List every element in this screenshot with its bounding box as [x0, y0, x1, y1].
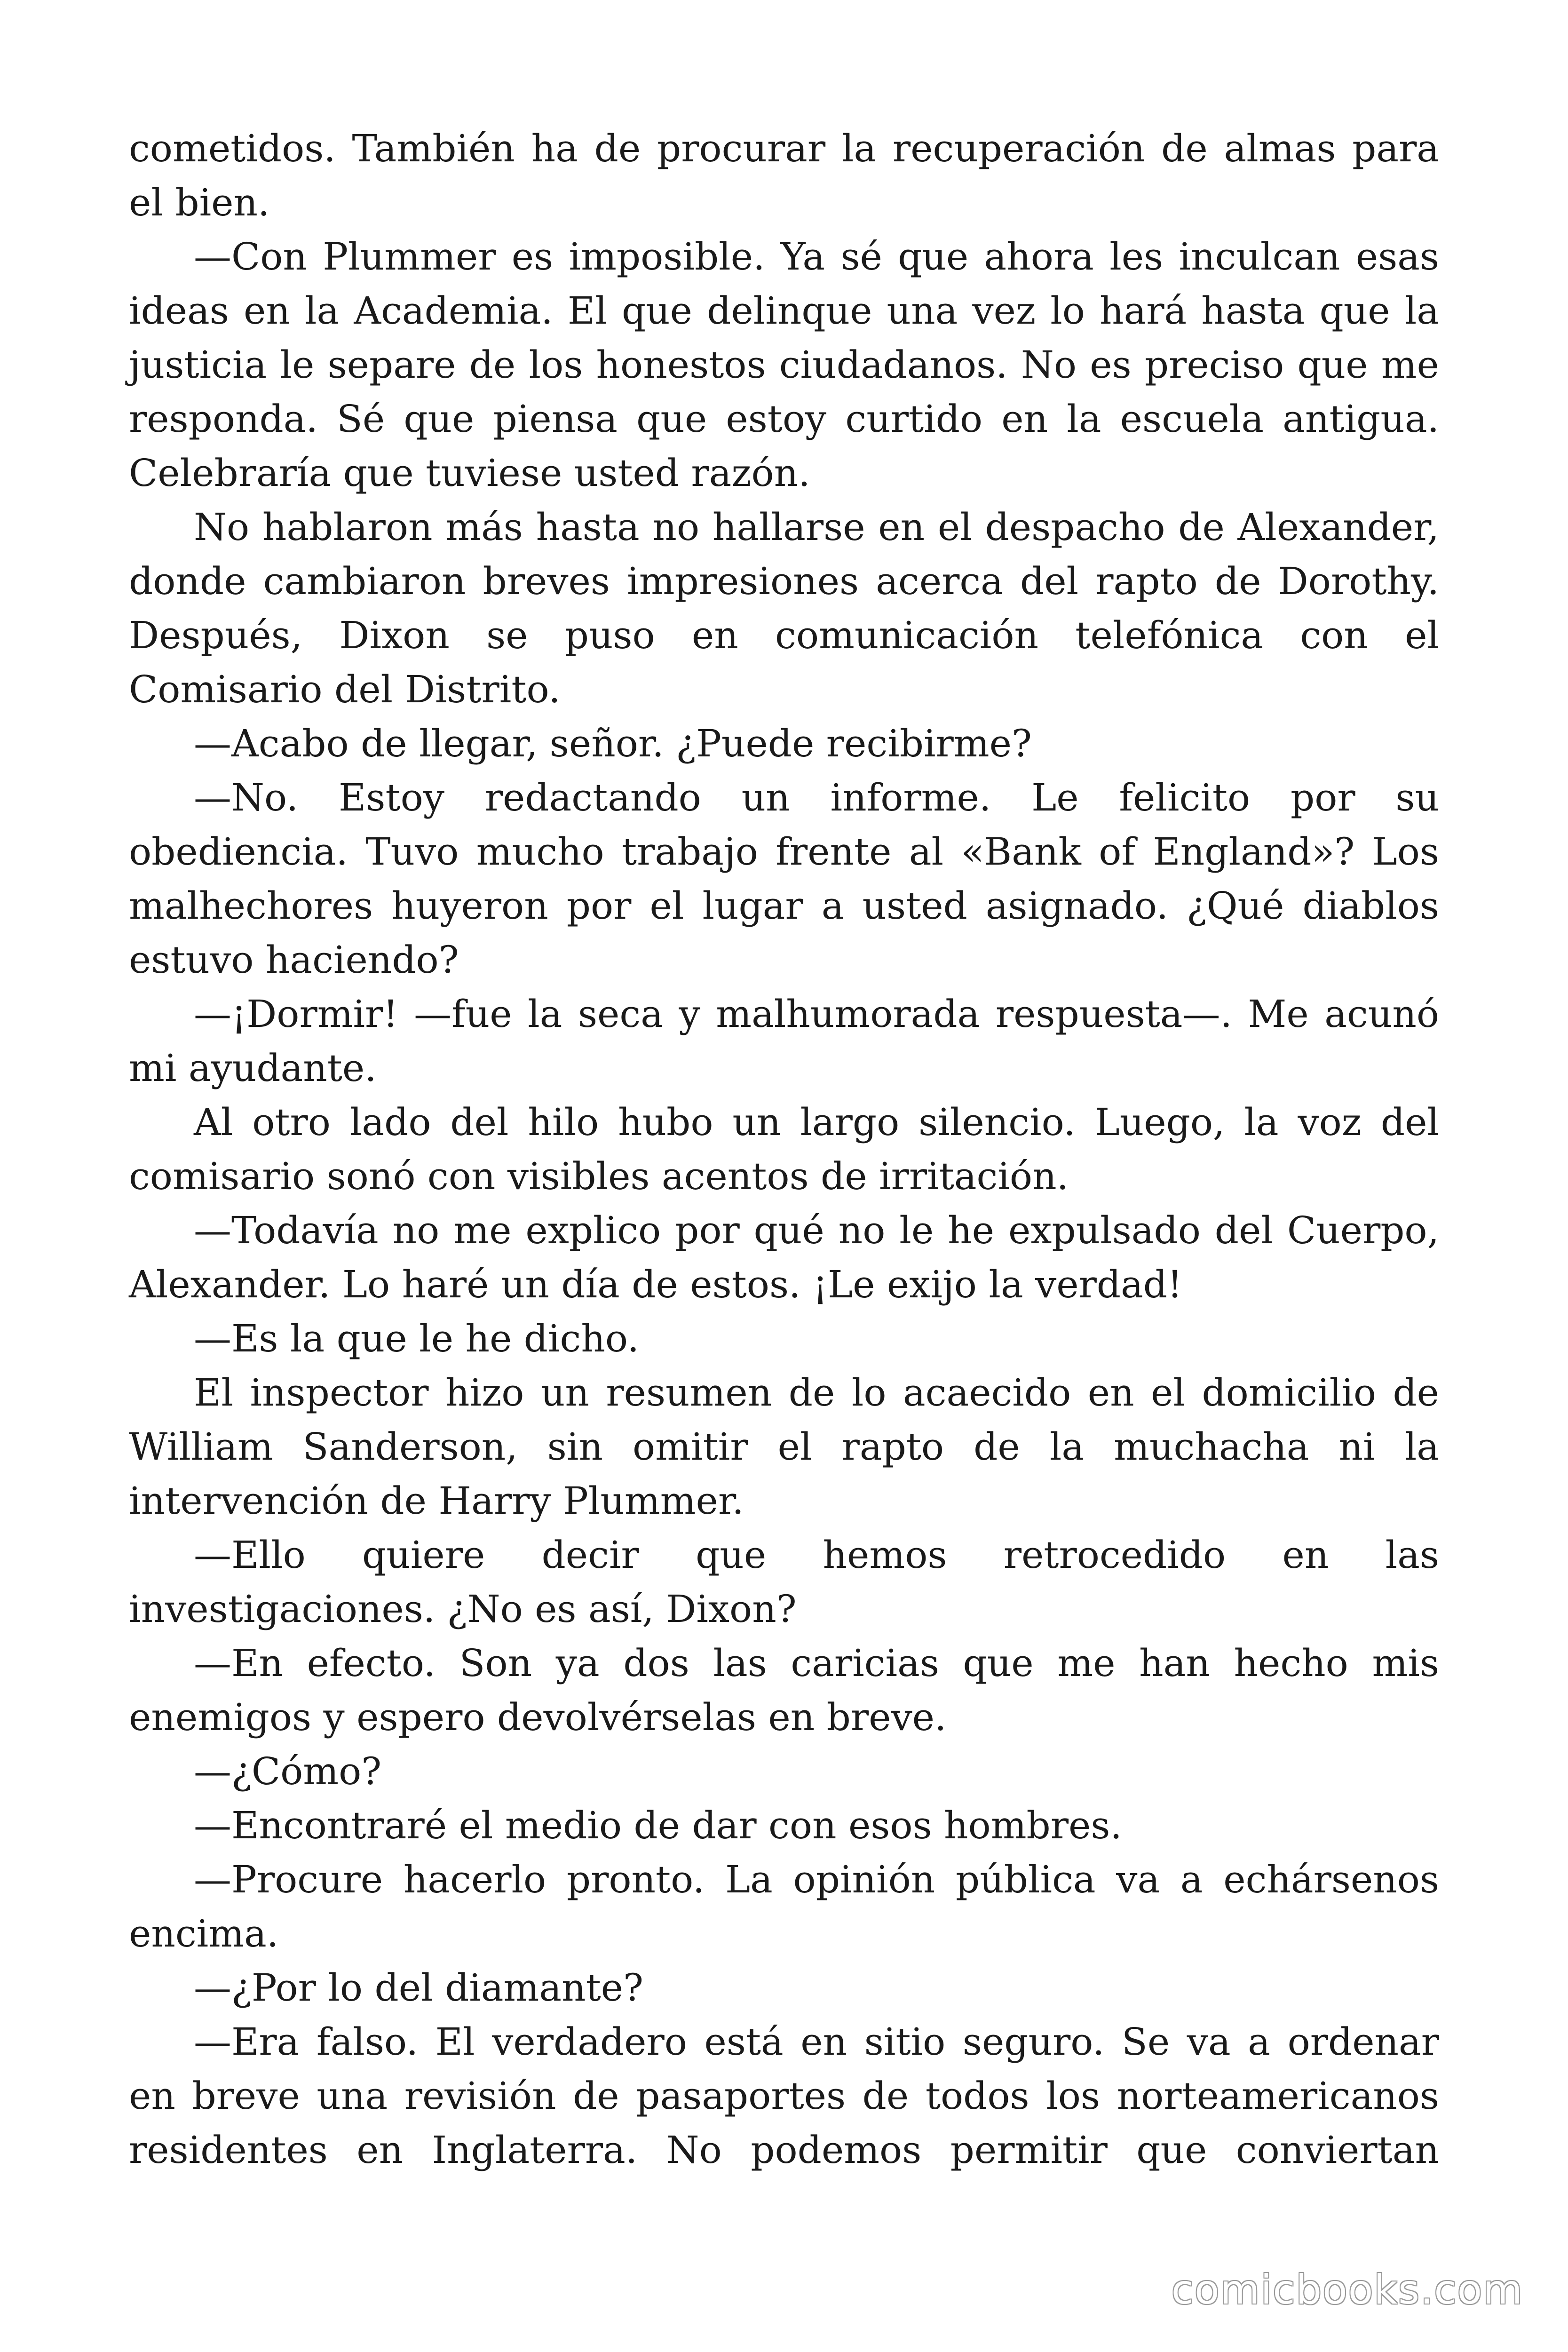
paragraph: Al otro lado del hilo hubo un largo silencio. Luego, la voz del comisario sonó con visibles acentos de irritación. — [129, 1100, 1439, 1198]
paragraph: —¡Dormir! —fue la seca y malhumorada respuesta—. Me acunó mi ayudante. — [129, 992, 1439, 1090]
paragraph: —¿Cómo? — [194, 1749, 382, 1793]
paragraph: El inspector hizo un resumen de lo acaecido en el domicilio de William Sanderson, sin omitir el rapto de la muchacha ni la intervención de Harry Plummer. — [129, 1371, 1439, 1523]
paragraph: —Con Plummer es imposible. Ya sé que ahora les inculcan esas ideas en la Academia. El que delinque una vez lo hará hasta que la justicia le separe de los honestos ciudadanos. No es preciso que me responda. Sé que piensa que estoy curtido en la escuela antigua. Celebraría que tuviese usted razón. — [129, 235, 1439, 495]
paragraph: —Acabo de llegar, señor. ¿Puede recibirme? — [194, 722, 1032, 765]
paragraph: —Ello quiere decir que hemos retrocedido en las investigaciones. ¿No es así, Dixon? — [129, 1533, 1439, 1631]
paragraph: —Procure hacerlo pronto. La opinión pública va a echársenos encima. — [129, 1858, 1439, 1955]
paragraph: cometidos. También ha de procurar la recuperación de almas para el bien. — [129, 127, 1439, 224]
watermark: comicbooks.com — [1171, 2266, 1523, 2313]
paragraph: —Encontraré el medio de dar con esos hombres. — [194, 1804, 1122, 1847]
paragraph: —Era falso. El verdadero está en sitio seguro. Se va a ordenar en breve una revisión de pasaportes de todos los norteamericanos residentes en Inglaterra. No podemos permitir que conviertan — [129, 2020, 1439, 2172]
paragraph: —En efecto. Son ya dos las caricias que me han hecho mis enemigos y espero devolvérselas en breve. — [129, 1641, 1439, 1739]
paragraph: —Todavía no me explico por qué no le he expulsado del Cuerpo, Alexander. Lo haré un día de estos. ¡Le exijo la verdad! — [129, 1208, 1439, 1306]
page-body — [129, 121, 1439, 2177]
paragraph: No hablaron más hasta no hallarse en el despacho de Alexander, donde cambiaron breves impresiones acerca del rapto de Dorothy. Después, Dixon se puso en comunicación telefónica con el Comisario del Distrito. — [129, 505, 1439, 711]
paragraph: —¿Por lo del diamante? — [194, 1966, 644, 2010]
paragraph: —No. Estoy redactando un informe. Le felicito por su obediencia. Tuvo mucho trabajo frente al «Bank of England»? Los malhechores huyeron por el lugar a usted asignado. ¿Qué diablos estuvo haciendo? — [129, 776, 1439, 982]
paragraph: —Es la que le he dicho. — [194, 1317, 640, 1360]
